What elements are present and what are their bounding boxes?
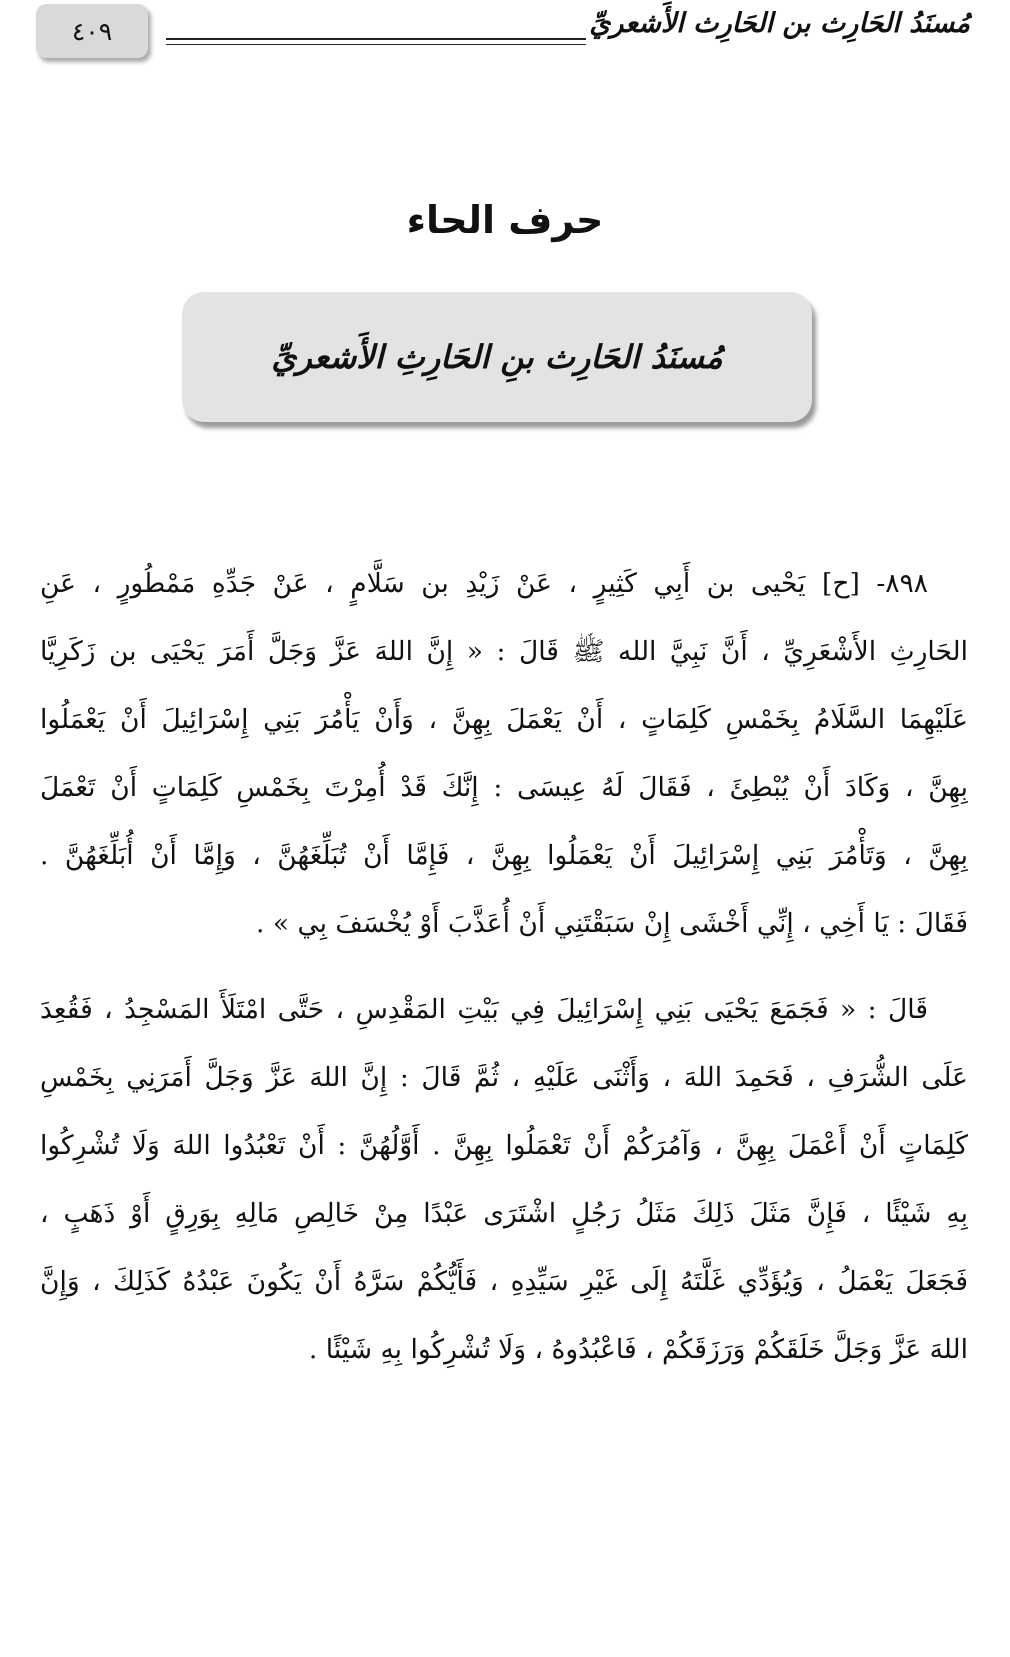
running-header	[36, 4, 970, 62]
text-line: قَالَ : « فَجَمَعَ يَحْيَى بَنِي إِسْرَائِيلَ فِي بَيْتِ المَقْدِسِ ، حَتَّى امْتَلَأَ المَسْجِدُ ، فَقُعِدَ	[40, 994, 928, 1025]
page-number: ٤٠٩	[36, 4, 148, 58]
header-rule	[166, 38, 586, 40]
text-line: ٨٩٨- [ح] يَحْيى بن أَبِي كَثِيرٍ ، عَنْ زَيْدِ بن سَلَّامٍ ، عَنْ جَدِّهِ مَمْطُورٍ ، عَنِ	[40, 568, 928, 599]
text-line: الحَارِثِ الأَشْعَرِيِّ ، أَنَّ نَبِيَّ الله ﷺ قَالَ : « إِنَّ اللهَ عَزَّ وَجَلَّ أَمَرَ يَحْيَى بن زَكَرِيَّا	[40, 636, 968, 667]
header-rule-thin	[166, 44, 586, 45]
text-line: فَقَالَ : يَا أَخِي ، إِنِّي أَخْشَى إِنْ سَبَقْتَنِي أَنْ أُعَذَّبَ أَوْ يُخْسَفَ بِي » .	[256, 908, 968, 939]
chapter-title: حرف الحاء	[406, 198, 604, 242]
section-title-box	[182, 292, 812, 422]
section-title: مُسنَدُ الحَارِث بنِ الحَارِثِ الأَشعريِّ	[271, 338, 723, 376]
text-line: عَلَى الشُّرَفِ ، فَحَمِدَ اللهَ ، وَأَثْنَى عَلَيْهِ ، ثُمَّ قَالَ : إِنَّ اللهَ عَزَّ وَجَلَّ أَمَرَنِي بِخَمْسِ	[40, 1062, 968, 1093]
running-title: مُسنَدُ الحَارِث بن الحَارِث الأَشعريِّ	[589, 8, 970, 39]
text-line: عَلَيْهِمَا السَّلَامُ بِخَمْسِ كَلِمَاتٍ ، أَنْ يَعْمَلَ بِهِنَّ ، وَأَنْ يَأْمُرَ بَنِي إِسْرَائِيلَ أَنْ يَعْمَلُوا	[40, 704, 968, 735]
paragraph-hadith	[40, 550, 968, 958]
text-line: بِهِ شَيْئًا ، فَإِنَّ مَثَلَ ذَلِكَ مَثَلُ رَجُلٍ اشْتَرَى عَبْدًا مِنْ خَالِصِ مَالِهِ بِوَرِقٍ أَوْ ذَهَبٍ ،	[40, 1198, 968, 1229]
text-line: اللهَ عَزَّ وَجَلَّ خَلَقَكُمْ وَرَزَقَكُمْ ، فَاعْبُدُوهُ ، وَلَا تُشْرِكُوا بِهِ شَيْئًا .	[308, 1334, 968, 1365]
paragraph-gap	[40, 958, 968, 976]
text-line: فَجَعَلَ يَعْمَلُ ، وَيُؤَدِّي غَلَّتَهُ إِلَى غَيْرِ سَيِّدِهِ ، فَأَيُّكُمْ سَرَّهُ أَنْ يَكُونَ عَبْدُهُ كَذَلِكَ ، وَإِنَّ	[40, 1266, 968, 1297]
text-line: بِهِنَّ ، وَتَأْمُرَ بَنِي إِسْرَائِيلَ أَنْ يَعْمَلُوا بِهِنَّ ، فَإِمَّا أَنْ تُبَلِّغَهُنَّ ، وَإِمَّا أَنْ أُبَلِّغَهُنَّ .	[40, 840, 968, 871]
text-line: كَلِمَاتٍ أَنْ أَعْمَلَ بِهِنَّ ، وَآمُرَكُمْ أَنْ تَعْمَلُوا بِهِنَّ . أَوَّلُهُنَّ : أَنْ تَعْبُدُوا اللهَ وَلَا تُشْرِكُوا	[40, 1130, 968, 1161]
text-line: بِهِنَّ ، وَكَادَ أَنْ يُبْطِئَ ، فَقَالَ لَهُ عِيسَى : إِنَّكَ قَدْ أُمِرْتَ بِخَمْسِ كَلِمَاتٍ أَنْ تَعْمَلَ	[40, 772, 968, 803]
body-text	[40, 550, 968, 1384]
paragraph-continuation	[40, 976, 968, 1384]
